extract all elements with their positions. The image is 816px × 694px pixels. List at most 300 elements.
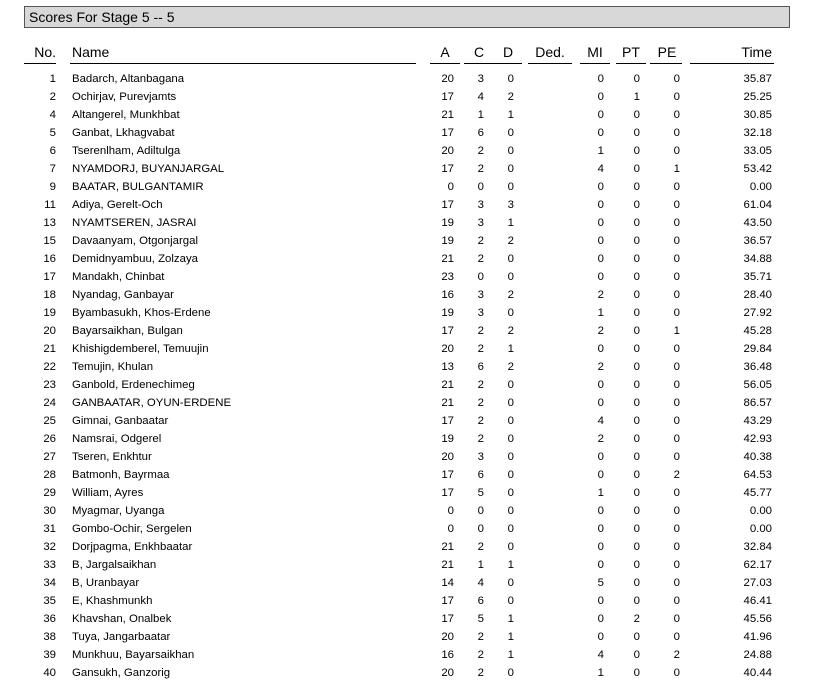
cell-name: Gimnai, Ganbaatar — [72, 415, 169, 427]
cell-d: 0 — [507, 667, 514, 679]
cell-pe: 0 — [673, 559, 680, 571]
cell-mi: 4 — [597, 649, 604, 661]
table-row — [0, 628, 816, 646]
cell-time: 32.18 — [743, 127, 772, 139]
table-row — [0, 304, 816, 322]
cell-pe: 0 — [673, 253, 680, 265]
header-underline-pt — [616, 63, 646, 64]
table-row — [0, 646, 816, 664]
cell-name: Mandakh, Chinbat — [72, 271, 165, 283]
cell-c: 2 — [477, 379, 484, 391]
cell-c: 3 — [477, 289, 484, 301]
table-row — [0, 142, 816, 160]
cell-d: 0 — [507, 163, 514, 175]
cell-a: 0 — [447, 505, 454, 517]
cell-a: 16 — [441, 649, 454, 661]
scores-table — [0, 70, 816, 682]
cell-d: 0 — [507, 397, 514, 409]
cell-c: 2 — [477, 163, 484, 175]
table-row — [0, 196, 816, 214]
cell-c: 3 — [477, 73, 484, 85]
cell-d: 3 — [507, 199, 514, 211]
cell-mi: 1 — [597, 145, 604, 157]
cell-pe: 0 — [673, 199, 680, 211]
cell-pe: 0 — [673, 343, 680, 355]
cell-pe: 0 — [673, 667, 680, 679]
header-underline-mi — [580, 63, 610, 64]
table-row — [0, 232, 816, 250]
cell-d: 2 — [507, 361, 514, 373]
cell-pt: 0 — [633, 649, 640, 661]
cell-pt: 0 — [633, 217, 640, 229]
col-header-no: No. — [34, 44, 56, 60]
header-underline-c — [464, 63, 494, 64]
cell-c: 2 — [477, 343, 484, 355]
cell-mi: 0 — [597, 253, 604, 265]
col-header-ded: Ded. — [535, 44, 565, 60]
cell-a: 21 — [441, 559, 454, 571]
cell-pe: 0 — [673, 595, 680, 607]
cell-time: 40.38 — [743, 451, 772, 463]
cell-time: 35.71 — [743, 271, 772, 283]
cell-pe: 0 — [673, 523, 680, 535]
cell-pt: 0 — [633, 577, 640, 589]
cell-mi: 0 — [597, 343, 604, 355]
cell-time: 36.57 — [743, 235, 772, 247]
table-row — [0, 394, 816, 412]
cell-d: 0 — [507, 271, 514, 283]
cell-pt: 0 — [633, 253, 640, 265]
cell-time: 42.93 — [743, 433, 772, 445]
cell-pt: 0 — [633, 379, 640, 391]
cell-no: 13 — [43, 217, 56, 229]
cell-name: Ganbold, Erdenechimeg — [72, 379, 195, 391]
table-row — [0, 412, 816, 430]
cell-time: 34.88 — [743, 253, 772, 265]
cell-c: 1 — [477, 559, 484, 571]
col-header-mi: MI — [587, 44, 603, 60]
col-header-d: D — [502, 44, 514, 60]
cell-no: 2 — [49, 91, 56, 103]
cell-a: 19 — [441, 433, 454, 445]
cell-no: 22 — [43, 361, 56, 373]
cell-a: 13 — [441, 361, 454, 373]
table-row — [0, 538, 816, 556]
cell-mi: 2 — [597, 289, 604, 301]
cell-pt: 0 — [633, 325, 640, 337]
cell-pt: 0 — [633, 235, 640, 247]
cell-mi: 2 — [597, 325, 604, 337]
cell-pe: 0 — [673, 397, 680, 409]
cell-d: 0 — [507, 577, 514, 589]
cell-no: 40 — [43, 667, 56, 679]
cell-pe: 0 — [673, 487, 680, 499]
cell-a: 17 — [441, 613, 454, 625]
cell-d: 0 — [507, 307, 514, 319]
cell-mi: 0 — [597, 379, 604, 391]
cell-no: 5 — [49, 127, 56, 139]
cell-c: 2 — [477, 397, 484, 409]
cell-pt: 0 — [633, 307, 640, 319]
cell-name: E, Khashmunkh — [72, 595, 153, 607]
table-row — [0, 322, 816, 340]
cell-mi: 1 — [597, 667, 604, 679]
cell-name: GANBAATAR, OYUN-ERDENE — [72, 397, 232, 409]
cell-d: 0 — [507, 469, 514, 481]
cell-mi: 2 — [597, 361, 604, 373]
cell-mi: 0 — [597, 469, 604, 481]
cell-pt: 0 — [633, 415, 640, 427]
cell-time: 41.96 — [743, 631, 772, 643]
cell-d: 0 — [507, 253, 514, 265]
cell-mi: 0 — [597, 631, 604, 643]
cell-name: Demidnyambuu, Zolzaya — [72, 253, 198, 265]
cell-no: 29 — [43, 487, 56, 499]
cell-d: 1 — [507, 613, 514, 625]
cell-d: 0 — [507, 73, 514, 85]
cell-time: 43.50 — [743, 217, 772, 229]
cell-pe: 0 — [673, 541, 680, 553]
cell-no: 24 — [43, 397, 56, 409]
cell-d: 0 — [507, 127, 514, 139]
cell-time: 53.42 — [743, 163, 772, 175]
cell-name: Tuya, Jangarbaatar — [72, 631, 171, 643]
cell-name: Ganbat, Lkhagvabat — [72, 127, 175, 139]
header-underline-name — [70, 63, 416, 64]
cell-d: 1 — [507, 649, 514, 661]
cell-a: 17 — [441, 163, 454, 175]
cell-time: 30.85 — [743, 109, 772, 121]
cell-pt: 0 — [633, 451, 640, 463]
cell-c: 2 — [477, 325, 484, 337]
cell-name: Nyandag, Ganbayar — [72, 289, 174, 301]
cell-no: 11 — [44, 199, 56, 211]
cell-c: 2 — [477, 649, 484, 661]
cell-a: 17 — [441, 415, 454, 427]
cell-pt: 0 — [633, 127, 640, 139]
cell-d: 2 — [507, 325, 514, 337]
cell-a: 17 — [441, 487, 454, 499]
cell-mi: 0 — [597, 73, 604, 85]
cell-pt: 0 — [633, 271, 640, 283]
cell-no: 25 — [43, 415, 56, 427]
cell-no: 30 — [43, 505, 56, 517]
cell-mi: 4 — [597, 163, 604, 175]
cell-time: 56.05 — [743, 379, 772, 391]
cell-name: Badarch, Altanbagana — [72, 73, 185, 85]
table-row — [0, 214, 816, 232]
cell-c: 2 — [477, 433, 484, 445]
cell-name: Dorjpagma, Enkhbaatar — [72, 541, 193, 553]
cell-pe: 0 — [673, 379, 680, 391]
cell-c: 0 — [477, 271, 484, 283]
col-header-pe: PE — [657, 44, 677, 60]
cell-no: 16 — [43, 253, 56, 265]
cell-c: 0 — [477, 523, 484, 535]
cell-c: 2 — [477, 631, 484, 643]
table-row — [0, 484, 816, 502]
cell-d: 1 — [507, 109, 514, 121]
cell-a: 17 — [441, 469, 454, 481]
cell-name: BAATAR, BULGANTAMIR — [72, 181, 204, 193]
cell-time: 0.00 — [749, 523, 772, 535]
cell-time: 35.87 — [743, 73, 772, 85]
col-header-name: Name — [72, 44, 110, 60]
cell-pe: 0 — [673, 361, 680, 373]
table-row — [0, 106, 816, 124]
cell-pt: 0 — [633, 433, 640, 445]
cell-pe: 0 — [673, 217, 680, 229]
cell-no: 34 — [43, 577, 56, 589]
cell-name: Batmonh, Bayrmaa — [72, 469, 170, 481]
cell-mi: 0 — [597, 505, 604, 517]
cell-a: 21 — [441, 379, 454, 391]
cell-mi: 0 — [597, 541, 604, 553]
cell-d: 1 — [507, 343, 514, 355]
cell-pe: 2 — [673, 469, 680, 481]
cell-c: 6 — [477, 469, 484, 481]
cell-name: Myagmar, Uyanga — [72, 505, 165, 517]
table-row — [0, 88, 816, 106]
table-row — [0, 520, 816, 538]
cell-mi: 0 — [597, 397, 604, 409]
cell-a: 17 — [441, 91, 454, 103]
cell-mi: 0 — [597, 523, 604, 535]
cell-name: Khavshan, Onalbek — [72, 613, 172, 625]
cell-pe: 0 — [673, 73, 680, 85]
cell-time: 33.05 — [743, 145, 772, 157]
cell-pe: 1 — [673, 325, 680, 337]
cell-pt: 0 — [633, 73, 640, 85]
cell-no: 31 — [43, 523, 56, 535]
table-row — [0, 664, 816, 682]
cell-name: B, Jargalsaikhan — [72, 559, 157, 571]
cell-time: 86.57 — [743, 397, 772, 409]
page-title: Scores For Stage 5 -- 5 — [24, 6, 790, 28]
cell-pe: 0 — [673, 109, 680, 121]
cell-no: 35 — [43, 595, 56, 607]
cell-a: 20 — [441, 451, 454, 463]
cell-time: 27.92 — [743, 307, 772, 319]
cell-pt: 0 — [633, 361, 640, 373]
cell-pe: 0 — [673, 271, 680, 283]
cell-name: Adiya, Gerelt-Och — [72, 199, 163, 211]
cell-no: 20 — [43, 325, 56, 337]
cell-name: Tserenlham, Adiltulga — [72, 145, 181, 157]
cell-pe: 0 — [673, 613, 680, 625]
cell-name: Gombo-Ochir, Sergelen — [72, 523, 192, 535]
cell-mi: 0 — [597, 199, 604, 211]
cell-d: 0 — [507, 487, 514, 499]
col-header-time: Time — [741, 44, 772, 60]
cell-c: 5 — [477, 613, 484, 625]
cell-pe: 1 — [673, 163, 680, 175]
cell-d: 1 — [507, 217, 514, 229]
cell-time: 0.00 — [749, 505, 772, 517]
header-underline-d — [494, 63, 522, 64]
cell-pt: 0 — [633, 487, 640, 499]
cell-mi: 0 — [597, 181, 604, 193]
cell-c: 3 — [477, 217, 484, 229]
cell-no: 9 — [49, 181, 56, 193]
cell-no: 6 — [49, 145, 56, 157]
cell-mi: 0 — [597, 109, 604, 121]
cell-mi: 0 — [597, 91, 604, 103]
col-header-c: C — [473, 44, 485, 60]
cell-no: 27 — [43, 451, 56, 463]
col-header-pt: PT — [622, 44, 640, 60]
cell-mi: 2 — [597, 433, 604, 445]
cell-pt: 0 — [633, 145, 640, 157]
cell-a: 17 — [441, 595, 454, 607]
table-row — [0, 430, 816, 448]
cell-a: 21 — [441, 253, 454, 265]
cell-d: 0 — [507, 541, 514, 553]
cell-d: 2 — [507, 235, 514, 247]
table-row — [0, 124, 816, 142]
cell-no: 23 — [43, 379, 56, 391]
cell-no: 17 — [43, 271, 56, 283]
cell-pe: 0 — [673, 307, 680, 319]
cell-time: 45.28 — [743, 325, 772, 337]
cell-d: 2 — [507, 289, 514, 301]
header-underline-pe — [650, 63, 682, 64]
cell-d: 0 — [507, 451, 514, 463]
cell-time: 64.53 — [743, 469, 772, 481]
cell-name: Tseren, Enkhtur — [72, 451, 152, 463]
cell-time: 62.17 — [743, 559, 772, 571]
cell-name: Altangerel, Munkhbat — [72, 109, 180, 121]
header-underline-no — [24, 63, 56, 64]
cell-no: 38 — [43, 631, 56, 643]
cell-a: 20 — [441, 145, 454, 157]
cell-pt: 0 — [633, 343, 640, 355]
table-row — [0, 556, 816, 574]
cell-no: 32 — [43, 541, 56, 553]
cell-d: 1 — [507, 559, 514, 571]
cell-time: 40.44 — [743, 667, 772, 679]
cell-a: 21 — [441, 397, 454, 409]
cell-a: 19 — [441, 217, 454, 229]
cell-time: 27.03 — [743, 577, 772, 589]
cell-no: 21 — [43, 343, 56, 355]
col-header-a: A — [440, 44, 450, 60]
cell-a: 0 — [447, 181, 454, 193]
cell-c: 3 — [477, 451, 484, 463]
cell-name: Davaanyam, Otgonjargal — [72, 235, 198, 247]
cell-mi: 0 — [597, 271, 604, 283]
cell-name: Byambasukh, Khos-Erdene — [72, 307, 211, 319]
cell-c: 2 — [477, 415, 484, 427]
cell-no: 19 — [43, 307, 56, 319]
cell-mi: 0 — [597, 127, 604, 139]
cell-a: 20 — [441, 631, 454, 643]
table-row — [0, 358, 816, 376]
cell-c: 0 — [477, 181, 484, 193]
cell-pt: 0 — [633, 631, 640, 643]
cell-a: 23 — [441, 271, 454, 283]
cell-pe: 0 — [673, 415, 680, 427]
cell-c: 5 — [477, 487, 484, 499]
table-row — [0, 376, 816, 394]
table-row — [0, 502, 816, 520]
cell-c: 3 — [477, 307, 484, 319]
cell-c: 2 — [477, 235, 484, 247]
cell-c: 4 — [477, 91, 484, 103]
cell-d: 0 — [507, 505, 514, 517]
cell-pt: 1 — [633, 91, 640, 103]
cell-c: 0 — [477, 505, 484, 517]
cell-pe: 0 — [673, 505, 680, 517]
cell-pt: 0 — [633, 109, 640, 121]
cell-pe: 0 — [673, 577, 680, 589]
cell-name: NYAMDORJ, BUYANJARGAL — [72, 163, 225, 175]
table-row — [0, 610, 816, 628]
cell-d: 0 — [507, 523, 514, 535]
cell-no: 18 — [43, 289, 56, 301]
cell-mi: 5 — [597, 577, 604, 589]
cell-no: 4 — [49, 109, 56, 121]
cell-name: Munkhuu, Bayarsaikhan — [72, 649, 195, 661]
cell-pt: 0 — [633, 595, 640, 607]
cell-c: 6 — [477, 127, 484, 139]
cell-pe: 0 — [673, 631, 680, 643]
cell-pe: 2 — [673, 649, 680, 661]
table-row — [0, 592, 816, 610]
cell-pt: 0 — [633, 181, 640, 193]
cell-c: 1 — [477, 109, 484, 121]
cell-no: 15 — [43, 235, 56, 247]
cell-name: NYAMTSEREN, JASRAI — [72, 217, 197, 229]
cell-pt: 0 — [633, 523, 640, 535]
cell-pt: 0 — [633, 199, 640, 211]
cell-time: 0.00 — [749, 181, 772, 193]
cell-time: 28.40 — [743, 289, 772, 301]
cell-c: 2 — [477, 145, 484, 157]
cell-d: 0 — [507, 433, 514, 445]
cell-c: 2 — [477, 667, 484, 679]
cell-pt: 0 — [633, 397, 640, 409]
cell-name: Namsrai, Odgerel — [72, 433, 162, 445]
cell-mi: 0 — [597, 451, 604, 463]
cell-no: 26 — [43, 433, 56, 445]
cell-time: 45.77 — [743, 487, 772, 499]
cell-no: 36 — [43, 613, 56, 625]
cell-time: 25.25 — [743, 91, 772, 103]
cell-pe: 0 — [673, 433, 680, 445]
cell-mi: 0 — [597, 217, 604, 229]
cell-a: 20 — [441, 343, 454, 355]
cell-mi: 1 — [597, 307, 604, 319]
cell-d: 2 — [507, 91, 514, 103]
cell-pt: 0 — [633, 541, 640, 553]
cell-pe: 0 — [673, 451, 680, 463]
cell-name: Ochirjav, Purevjamts — [72, 91, 177, 103]
cell-time: 36.48 — [743, 361, 772, 373]
cell-d: 0 — [507, 145, 514, 157]
cell-name: B, Uranbayar — [72, 577, 140, 589]
cell-pe: 0 — [673, 91, 680, 103]
cell-a: 14 — [441, 577, 454, 589]
cell-no: 28 — [43, 469, 56, 481]
cell-c: 2 — [477, 253, 484, 265]
cell-a: 19 — [441, 235, 454, 247]
cell-d: 0 — [507, 595, 514, 607]
cell-time: 32.84 — [743, 541, 772, 553]
cell-pe: 0 — [673, 181, 680, 193]
table-row — [0, 448, 816, 466]
cell-a: 0 — [447, 523, 454, 535]
